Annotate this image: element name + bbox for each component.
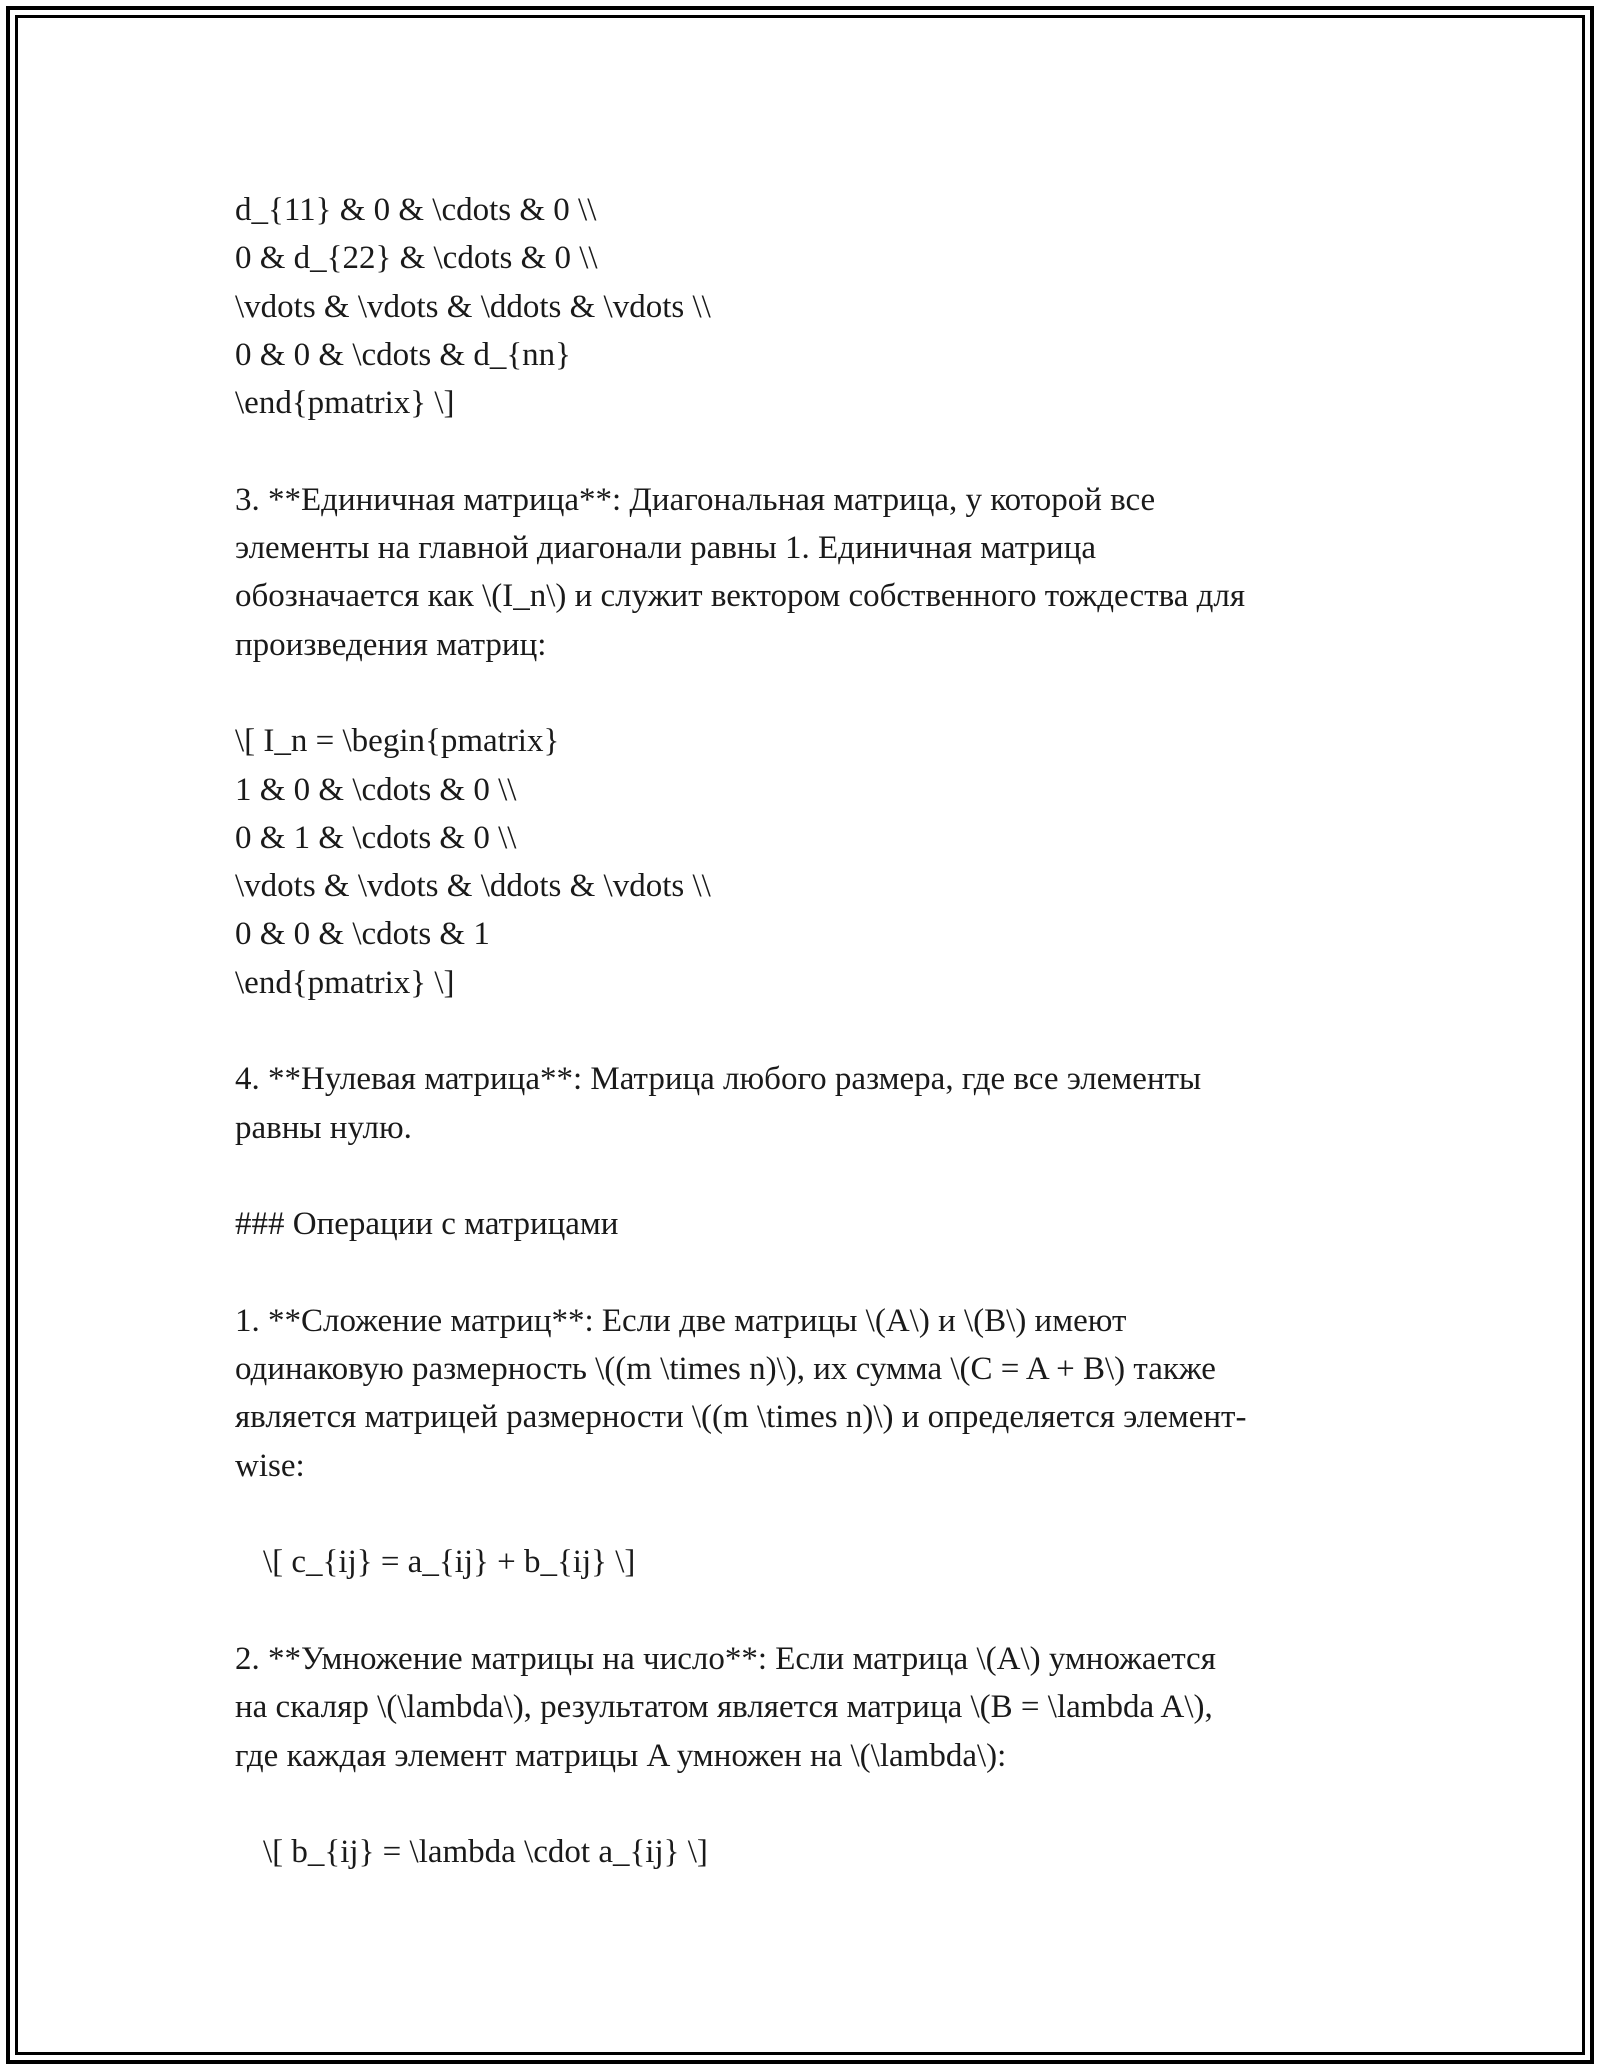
blank-line [235, 669, 1405, 717]
scalar-multiplication-formula: \[ b_{ij} = \lambda \cdot a_{ij} \] [263, 1834, 708, 1871]
text-line: элементы на главной диагонали равны 1. Единичная матрица [235, 530, 1096, 567]
text-line: wise: [235, 1447, 305, 1484]
text-line: где каждая элемент матрицы A умножен на \(\lambda\): [235, 1737, 1007, 1774]
text-line: 0 & 0 & \cdots & 1 [235, 916, 490, 953]
text-line: является матрицей размерности \((m \times n)\) и определяется элемент- [235, 1399, 1247, 1436]
diagonal-matrix-block [235, 186, 1405, 427]
addition-formula: \[ c_{ij} = a_{ij} + b_{ij} \] [263, 1544, 636, 1581]
text-line: 3. **Единичная матрица**: Диагональная матрица, у которой все [235, 481, 1156, 518]
blank-line [235, 1152, 1405, 1200]
text-line: произведения матриц: [235, 626, 547, 663]
text-line: 1. **Сложение матриц**: Если две матрицы \(A\) и \(B\) имеют [235, 1302, 1127, 1339]
text-line: равны нулю. [235, 1109, 412, 1146]
text-line: 0 & 1 & \cdots & 0 \\ [235, 819, 517, 856]
text-line: d_{11} & 0 & \cdots & 0 \\ [235, 192, 597, 228]
blank-line [235, 1249, 1405, 1297]
identity-matrix-block [235, 717, 1405, 1007]
identity-matrix-paragraph [235, 476, 1405, 669]
text-line: обозначается как \(I_n\) и служит вектором собственного тождества для [235, 578, 1246, 615]
text-line: \vdots & \vdots & \ddots & \vdots \\ [235, 868, 711, 905]
text-line: на скаляр \(\lambda\), результатом является матрица \(B = \lambda A\), [235, 1689, 1213, 1726]
text-line: \end{pmatrix} \] [235, 964, 455, 1001]
text-line: одинаковую размерность \((m \times n)\), их сумма \(C = A + B\) также [235, 1351, 1216, 1388]
text-line: 0 & 0 & \cdots & d_{nn} [235, 336, 572, 373]
blank-line [235, 1587, 1405, 1635]
text-line: 1 & 0 & \cdots & 0 \\ [235, 771, 517, 808]
text-line: 4. **Нулевая матрица**: Матрица любого размера, где все элементы [235, 1061, 1202, 1098]
text-line: \vdots & \vdots & \ddots & \vdots \\ [235, 288, 711, 325]
matrix-addition-paragraph [235, 1297, 1405, 1490]
scalar-multiplication-paragraph [235, 1635, 1405, 1780]
text-line: \end{pmatrix} \] [235, 385, 455, 422]
text-line: 2. **Умножение матрицы на число**: Если матрица \(A\) умножается [235, 1640, 1216, 1677]
document-body [235, 186, 1405, 1876]
blank-line [235, 1780, 1405, 1828]
blank-line [235, 1007, 1405, 1055]
text-line: 0 & d_{22} & \cdots & 0 \\ [235, 240, 598, 277]
text-line: \[ I_n = \begin{pmatrix} [235, 723, 560, 760]
zero-matrix-paragraph [235, 1055, 1405, 1152]
blank-line [235, 427, 1405, 475]
section-heading: ### Операции с матрицами [235, 1206, 619, 1243]
blank-line [235, 1490, 1405, 1538]
